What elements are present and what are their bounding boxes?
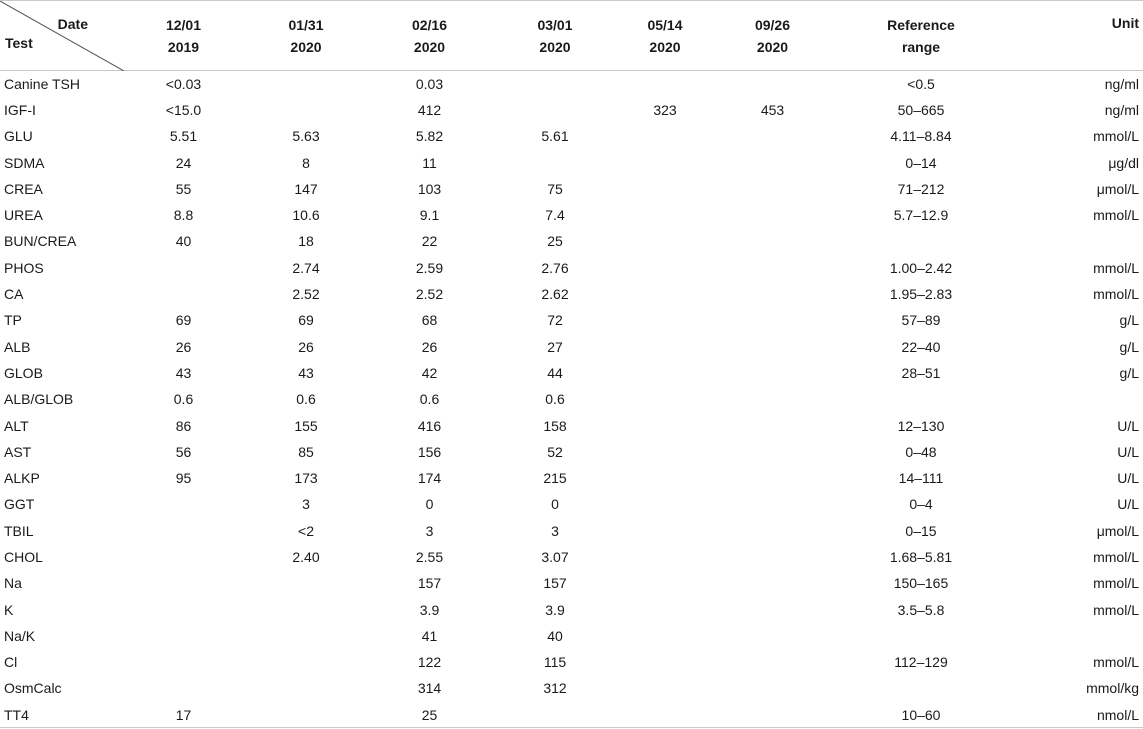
- reference-range-cell: 150–165: [893, 575, 949, 592]
- reference-range-cell: 10–60: [835, 702, 1007, 728]
- value-cell: [620, 702, 710, 728]
- date-header-line2: 2020: [413, 38, 446, 55]
- date-header-line1: 12/01: [165, 16, 202, 33]
- unit-cell: [1007, 623, 1143, 649]
- value-cell: 86: [175, 417, 192, 434]
- value-cell: [620, 149, 710, 175]
- table-row: [0, 491, 1143, 517]
- unit-cell: g/L: [1119, 312, 1139, 329]
- test-name-cell: CA: [4, 286, 24, 303]
- value-cell: [710, 123, 835, 149]
- reference-range-cell: 14–111: [898, 470, 944, 487]
- value-cell: 9.1: [419, 207, 440, 224]
- value-cell: <15.0: [165, 101, 202, 118]
- value-cell: 8: [302, 154, 310, 171]
- value-cell: [710, 439, 835, 465]
- reference-range-cell: [835, 386, 1007, 412]
- value-cell: [620, 439, 710, 465]
- reference-header-line1: Reference: [887, 16, 955, 33]
- value-cell: [243, 623, 369, 649]
- date-header-line1: 02/16: [411, 16, 448, 33]
- unit-cell: mmol/L: [1093, 575, 1139, 592]
- unit-cell: ng/ml: [1104, 75, 1139, 92]
- value-cell: [620, 123, 710, 149]
- unit-cell: g/L: [1119, 364, 1139, 381]
- value-cell: [620, 202, 710, 228]
- value-cell: [620, 360, 710, 386]
- value-cell: [710, 307, 835, 333]
- table-row: [0, 255, 1143, 281]
- reference-range-cell: 71–212: [897, 180, 945, 197]
- date-header-line2: 2020: [649, 38, 681, 55]
- test-name-cell: AST: [4, 443, 32, 460]
- value-cell: [710, 71, 835, 97]
- value-cell: 22: [421, 233, 438, 250]
- table-row: [0, 570, 1143, 596]
- value-cell: 10.6: [292, 207, 320, 224]
- unit-cell: U/L: [1117, 496, 1139, 513]
- table-header: [0, 1, 1143, 71]
- value-cell: 26: [175, 338, 192, 355]
- value-cell: 27: [547, 338, 563, 355]
- value-cell: [490, 97, 620, 123]
- unit-cell: mmol/L: [1093, 259, 1139, 276]
- reference-range-cell: 0–4: [909, 496, 933, 513]
- table-row: [0, 412, 1143, 438]
- value-cell: [710, 649, 835, 675]
- test-name-cell: TT4: [0, 702, 124, 728]
- reference-range-cell: <0.5: [907, 75, 935, 92]
- value-cell: 56: [175, 443, 192, 460]
- table-row: [0, 596, 1143, 622]
- value-cell: [124, 281, 243, 307]
- unit-cell: mmol/L: [1093, 207, 1139, 224]
- value-cell: 0.6: [296, 391, 316, 408]
- unit-header: Unit: [1007, 1, 1143, 71]
- value-cell: [620, 675, 710, 701]
- value-cell: 5.51: [169, 128, 198, 145]
- value-cell: [620, 255, 710, 281]
- value-cell: 26: [421, 338, 438, 355]
- corner-test-label: Test: [5, 35, 33, 51]
- unit-cell: U/L: [1117, 443, 1139, 460]
- reference-range-cell: 22–40: [901, 338, 941, 355]
- table-row: [0, 439, 1143, 465]
- value-cell: [710, 149, 835, 175]
- unit-cell: mmol/L: [1093, 654, 1139, 671]
- value-cell: 416: [417, 417, 442, 434]
- value-cell: 158: [543, 417, 567, 434]
- unit-cell: mmol/L: [1093, 548, 1139, 565]
- value-cell: 3: [551, 522, 559, 539]
- table-row: [0, 649, 1143, 675]
- value-cell: 11: [422, 154, 437, 171]
- table-body: [0, 71, 1143, 728]
- value-cell: 147: [294, 180, 318, 197]
- value-cell: [243, 649, 369, 675]
- value-cell: 5.82: [415, 128, 444, 145]
- value-cell: 69: [298, 312, 314, 329]
- value-cell: [620, 176, 710, 202]
- date-header-line1: 03/01: [537, 16, 573, 33]
- value-cell: [243, 71, 369, 97]
- unit-cell: U/L: [1117, 470, 1139, 487]
- table-row: [0, 123, 1143, 149]
- table-row: [0, 544, 1143, 570]
- unit-cell: μmol/L: [1096, 180, 1139, 197]
- value-cell: [710, 412, 835, 438]
- value-cell: [620, 71, 710, 97]
- value-cell: [620, 623, 710, 649]
- value-cell: 453: [760, 101, 785, 118]
- value-cell: 7.4: [545, 207, 565, 224]
- value-cell: [124, 623, 243, 649]
- value-cell: 85: [298, 443, 314, 460]
- table-row: [0, 71, 1143, 97]
- table-row: [0, 176, 1143, 202]
- value-cell: [124, 518, 243, 544]
- value-cell: 72: [547, 312, 563, 329]
- table-row: [0, 281, 1143, 307]
- value-cell: <0.03: [165, 75, 202, 92]
- value-cell: 323: [653, 101, 677, 118]
- value-cell: [124, 570, 243, 596]
- value-cell: 3.9: [545, 601, 565, 618]
- date-header-line1: 01/31: [288, 16, 324, 33]
- unit-cell: g/L: [1119, 338, 1139, 355]
- value-cell: 69: [175, 312, 192, 329]
- test-name-cell: SDMA: [4, 154, 45, 171]
- table-row: [0, 702, 1143, 728]
- test-name-cell: ALKP: [4, 470, 40, 487]
- value-cell: [710, 255, 835, 281]
- value-cell: [620, 307, 710, 333]
- value-cell: 3: [425, 522, 434, 539]
- value-cell: 2.55: [415, 548, 444, 565]
- reference-range-cell: [835, 675, 1007, 701]
- test-name-cell: IGF-I: [4, 101, 36, 118]
- value-cell: 103: [417, 180, 442, 197]
- value-cell: [124, 491, 243, 517]
- table-row: [0, 149, 1143, 175]
- date-header-line1: 05/14: [647, 16, 683, 33]
- unit-cell: [1007, 386, 1143, 412]
- reference-range-cell: 50–665: [897, 101, 945, 118]
- value-cell: 2.62: [541, 286, 569, 303]
- date-header-line2: 2020: [756, 38, 789, 55]
- value-cell: [620, 570, 710, 596]
- reference-range-cell: 0–15: [905, 522, 937, 539]
- value-cell: [124, 596, 243, 622]
- test-name-cell: K: [4, 601, 14, 618]
- table-row: [0, 333, 1143, 359]
- value-cell: [243, 97, 369, 123]
- value-cell: 5.61: [541, 128, 569, 145]
- reference-range-cell: 1.00–2.42: [889, 259, 953, 276]
- value-cell: 43: [175, 364, 192, 381]
- reference-range-cell: 4.11–8.84: [890, 128, 952, 145]
- unit-cell: mmol/kg: [1086, 680, 1139, 697]
- value-cell: 3.07: [541, 548, 569, 565]
- table-row: [0, 228, 1143, 254]
- value-cell: [710, 176, 835, 202]
- value-cell: 122: [417, 654, 442, 671]
- test-name-cell: Cl: [4, 654, 18, 671]
- value-cell: [710, 491, 835, 517]
- value-cell: 42: [421, 364, 438, 381]
- value-cell: [710, 518, 835, 544]
- reference-range-cell: 3.5–5.8: [897, 601, 945, 618]
- value-cell: [620, 649, 710, 675]
- date-header: [243, 1, 369, 71]
- value-cell: [620, 465, 710, 491]
- test-name-cell: GLU: [4, 128, 33, 145]
- date-header: [710, 1, 835, 71]
- reference-range-cell: 0–14: [905, 154, 937, 171]
- value-cell: [620, 518, 710, 544]
- unit-cell: mmol/L: [1093, 286, 1139, 303]
- test-name-cell: TBIL: [4, 522, 34, 539]
- date-header: [620, 1, 710, 71]
- value-cell: <2: [298, 522, 314, 539]
- table-row: [0, 675, 1143, 701]
- test-name-cell: PHOS: [4, 259, 44, 276]
- reference-range-cell: 28–51: [901, 364, 941, 381]
- test-name-cell: CHOL: [4, 548, 43, 565]
- value-cell: [710, 544, 835, 570]
- value-cell: 18: [298, 233, 314, 250]
- value-cell: 0: [425, 496, 434, 513]
- value-cell: [710, 702, 835, 728]
- date-header-line2: 2020: [290, 38, 322, 55]
- value-cell: 41: [421, 627, 438, 644]
- value-cell: 44: [547, 364, 563, 381]
- value-cell: 115: [543, 654, 567, 671]
- value-cell: [710, 281, 835, 307]
- value-cell: [620, 333, 710, 359]
- value-cell: 5.63: [292, 128, 320, 145]
- test-name-cell: BUN/CREA: [4, 233, 77, 250]
- unit-cell: mmol/L: [1093, 601, 1139, 618]
- date-header-line1: 09/26: [754, 16, 791, 33]
- corner-date-label: Date: [57, 16, 88, 32]
- reference-range-cell: 57–89: [901, 312, 941, 329]
- value-cell: 68: [421, 312, 438, 329]
- value-cell: 2.52: [292, 286, 320, 303]
- test-name-cell: UREA: [4, 207, 43, 224]
- value-cell: [620, 228, 710, 254]
- value-cell: [710, 675, 835, 701]
- reference-range-cell: 1.95–2.83: [889, 286, 953, 303]
- value-cell: 40: [175, 233, 192, 250]
- table-row: [0, 465, 1143, 491]
- date-header: [369, 1, 490, 71]
- value-cell: 0.6: [419, 391, 440, 408]
- table-row: [0, 386, 1143, 412]
- value-cell: 75: [547, 180, 563, 197]
- value-cell: 2.76: [541, 259, 569, 276]
- test-name-cell: GGT: [4, 496, 35, 513]
- unit-cell: nmol/L: [1007, 702, 1143, 728]
- unit-cell: mmol/L: [1093, 128, 1139, 145]
- value-cell: [710, 360, 835, 386]
- value-cell: 412: [417, 101, 442, 118]
- table-row: [0, 518, 1143, 544]
- value-cell: [243, 570, 369, 596]
- diagonal-header-cell: [0, 1, 124, 71]
- value-cell: [710, 570, 835, 596]
- value-cell: [124, 255, 243, 281]
- value-cell: 155: [294, 417, 318, 434]
- test-name-cell: Canine TSH: [4, 75, 81, 92]
- value-cell: 0.6: [173, 391, 194, 408]
- test-name-cell: Na/K: [4, 627, 36, 644]
- test-name-cell: ALT: [4, 417, 29, 434]
- reference-range-header: [835, 1, 1007, 71]
- unit-cell: [1007, 228, 1143, 254]
- value-cell: 25: [547, 233, 563, 250]
- reference-range-cell: [835, 623, 1007, 649]
- value-cell: 8.8: [173, 207, 194, 224]
- value-cell: 55: [175, 180, 192, 197]
- value-cell: [710, 386, 835, 412]
- value-cell: [243, 596, 369, 622]
- value-cell: 2.52: [415, 286, 444, 303]
- date-header: [124, 1, 243, 71]
- value-cell: 0: [551, 496, 559, 513]
- reference-range-cell: 1.68–5.81: [889, 548, 953, 565]
- test-name-cell: GLOB: [4, 364, 43, 381]
- value-cell: 2.74: [292, 259, 320, 276]
- value-cell: 52: [547, 443, 563, 460]
- value-cell: 314: [417, 680, 442, 697]
- value-cell: 157: [417, 575, 442, 592]
- test-name-cell: CREA: [4, 180, 43, 197]
- value-cell: [243, 675, 369, 701]
- value-cell: 3: [302, 496, 310, 513]
- value-cell: 2.40: [292, 548, 320, 565]
- value-cell: [710, 333, 835, 359]
- date-header-line2: 2020: [539, 38, 571, 55]
- test-name-cell: OsmCalc: [4, 680, 62, 697]
- value-cell: 0.03: [415, 75, 444, 92]
- unit-cell: U/L: [1117, 417, 1139, 434]
- table-row: [0, 623, 1143, 649]
- test-name-cell: ALB: [4, 338, 31, 355]
- value-cell: 2.59: [415, 259, 444, 276]
- test-name-cell: TP: [4, 312, 22, 329]
- value-cell: [124, 649, 243, 675]
- reference-range-cell: 5.7–12.9: [893, 207, 949, 224]
- value-cell: 17: [124, 702, 243, 728]
- value-cell: [620, 491, 710, 517]
- table-row: [0, 97, 1143, 123]
- reference-range-cell: 0–48: [905, 443, 937, 460]
- value-cell: [710, 202, 835, 228]
- value-cell: 3.9: [419, 601, 440, 618]
- value-cell: [710, 596, 835, 622]
- value-cell: 174: [417, 470, 442, 487]
- value-cell: [710, 623, 835, 649]
- value-cell: 215: [543, 470, 567, 487]
- value-cell: 25: [369, 702, 490, 728]
- unit-cell: μmol/L: [1096, 522, 1139, 539]
- table-row: [0, 202, 1143, 228]
- value-cell: [124, 675, 243, 701]
- reference-header-line2: range: [901, 38, 941, 55]
- value-cell: 43: [298, 364, 314, 381]
- value-cell: 312: [543, 680, 567, 697]
- value-cell: 157: [543, 575, 567, 592]
- value-cell: [620, 281, 710, 307]
- date-header: [490, 1, 620, 71]
- value-cell: [620, 412, 710, 438]
- value-cell: 26: [298, 338, 314, 355]
- value-cell: 156: [417, 443, 442, 460]
- table-row: [0, 360, 1143, 386]
- value-cell: [620, 596, 710, 622]
- value-cell: [490, 71, 620, 97]
- value-cell: [710, 465, 835, 491]
- value-cell: [490, 149, 620, 175]
- reference-range-cell: 12–130: [897, 417, 945, 434]
- value-cell: [710, 228, 835, 254]
- test-name-cell: Na: [4, 575, 22, 592]
- value-cell: [124, 544, 243, 570]
- date-header-line2: 2019: [167, 38, 200, 55]
- reference-range-cell: 112–129: [894, 654, 948, 671]
- table-row: [0, 307, 1143, 333]
- value-cell: 24: [175, 154, 192, 171]
- value-cell: [243, 702, 369, 728]
- value-cell: 173: [294, 470, 318, 487]
- unit-cell: μg/dl: [1108, 154, 1139, 171]
- value-cell: [620, 544, 710, 570]
- unit-cell: ng/ml: [1104, 101, 1139, 118]
- value-cell: [620, 386, 710, 412]
- reference-range-cell: [835, 228, 1007, 254]
- test-name-cell: ALB/GLOB: [4, 391, 74, 408]
- value-cell: 40: [547, 627, 563, 644]
- value-cell: 0.6: [545, 391, 565, 408]
- value-cell: [490, 702, 620, 728]
- value-cell: 95: [175, 470, 192, 487]
